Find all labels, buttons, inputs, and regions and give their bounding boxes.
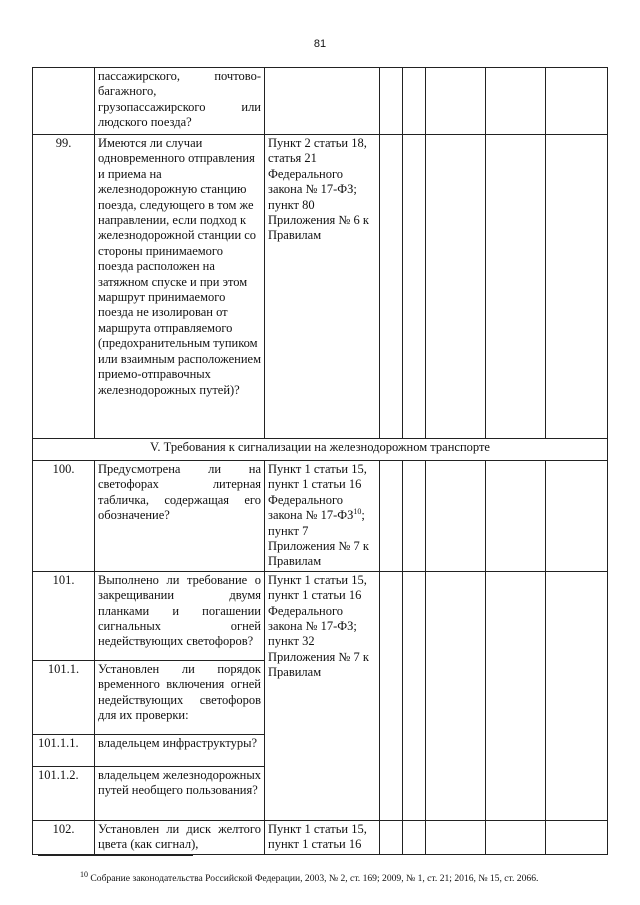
answer-no-cell bbox=[403, 820, 426, 854]
answer-na-cell bbox=[426, 135, 486, 439]
row-number-cell: 99. bbox=[33, 135, 95, 439]
row-number-cell: 101. bbox=[33, 571, 95, 660]
row-number-cell: 100. bbox=[33, 461, 95, 572]
note-cell bbox=[546, 461, 608, 572]
answer-yes-cell bbox=[380, 135, 403, 439]
answer-no-cell bbox=[403, 461, 426, 572]
answer-na-cell bbox=[426, 820, 486, 854]
note-cell bbox=[546, 820, 608, 854]
ref-number-cell bbox=[486, 571, 546, 820]
answer-no-cell bbox=[403, 68, 426, 135]
answer-no-cell bbox=[403, 135, 426, 439]
row-number-cell: 101.1. bbox=[33, 660, 95, 734]
question-cell: Предусмотрена ли на светофорах литерная табличка, содержащая его обозначение? bbox=[95, 461, 265, 572]
answer-yes-cell bbox=[380, 461, 403, 572]
question-cell: Установлен ли диск желтого цвета (как сигнал), bbox=[95, 820, 265, 854]
reference-cell: Пункт 1 статьи 15, пункт 1 статьи 16 Федерального закона № 17-ФЗ; пункт 32 Приложения № 7 к Правилам bbox=[265, 571, 380, 820]
row-number-cell: 101.1.2. bbox=[33, 766, 95, 820]
footnote-text: Собрание законодательства Российской Федерации, 2003, № 2, ст. 169; 2009, № 1, ст. 21; 2016, № 15, ст. 2066. bbox=[88, 873, 539, 884]
ref-number-cell bbox=[486, 68, 546, 135]
footnote-marker: 10 bbox=[80, 869, 88, 879]
table-row bbox=[33, 68, 608, 135]
row-number-cell: 101.1.1. bbox=[33, 734, 95, 766]
answer-na-cell bbox=[426, 68, 486, 135]
checklist-table bbox=[32, 67, 608, 855]
answer-na-cell bbox=[426, 461, 486, 572]
reference-text: ; пункт 7 Приложения № 7 к Правилам bbox=[268, 508, 369, 569]
note-cell bbox=[546, 571, 608, 820]
ref-number-cell bbox=[486, 820, 546, 854]
reference-cell: Пункт 1 статьи 15, пункт 1 статьи 16 bbox=[265, 820, 380, 854]
question-cell: Выполнено ли требование о закрещивании двумя планками и погашении сигнальных огней недействующих светофоров? bbox=[95, 571, 265, 660]
reference-cell bbox=[265, 68, 380, 135]
footnote-separator bbox=[38, 855, 193, 856]
row-number-cell: 102. bbox=[33, 820, 95, 854]
question-cell: пассажирского, почтово-багажного, грузопассажирского или людского поезда? bbox=[95, 68, 265, 135]
table-row bbox=[33, 571, 608, 660]
section-heading: V. Требования к сигнализации на железнодорожном транспорте bbox=[33, 439, 608, 461]
answer-yes-cell bbox=[380, 68, 403, 135]
ref-number-cell bbox=[486, 135, 546, 439]
reference-cell: Пункт 2 статьи 18, статья 21 Федерального закона № 17-ФЗ; пункт 80 Приложения № 6 к Правилам bbox=[265, 135, 380, 439]
question-cell: владельцем железнодорожных путей необщего пользования? bbox=[95, 766, 265, 820]
footnote bbox=[80, 869, 539, 884]
answer-yes-cell bbox=[380, 571, 403, 820]
answer-no-cell bbox=[403, 571, 426, 820]
note-cell bbox=[546, 68, 608, 135]
row-number-cell bbox=[33, 68, 95, 135]
reference-cell bbox=[265, 461, 380, 572]
reference-text: Пункт 1 статьи 15, пункт 1 статьи 16 Федерального закона № 17-ФЗ bbox=[268, 462, 367, 523]
question-cell: владельцем инфраструктуры? bbox=[95, 734, 265, 766]
table-row bbox=[33, 461, 608, 572]
answer-na-cell bbox=[426, 571, 486, 820]
table-row bbox=[33, 820, 608, 854]
question-cell: Имеются ли случаи одновременного отправления и приема на железнодорожную станцию поезда, следующего в том же направлении, если подход к железнодорожной станции со стороны принимаемого поезда расположен на затяжном спуске и при этом маршрут принимаемого поезда не изолирован от маршрута отправляемого (предохранительным тупиком или взаимным расположением приемо-отправочных железнодорожных путей)? bbox=[95, 135, 265, 439]
answer-yes-cell bbox=[380, 820, 403, 854]
question-cell: Установлен ли порядок временного включения огней недействующих светофоров для их проверки: bbox=[95, 660, 265, 734]
footnote-ref: 10 bbox=[353, 507, 362, 517]
note-cell bbox=[546, 135, 608, 439]
table-row bbox=[33, 135, 608, 439]
ref-number-cell bbox=[486, 461, 546, 572]
page-number: 81 bbox=[313, 38, 327, 50]
section-row bbox=[33, 439, 608, 461]
